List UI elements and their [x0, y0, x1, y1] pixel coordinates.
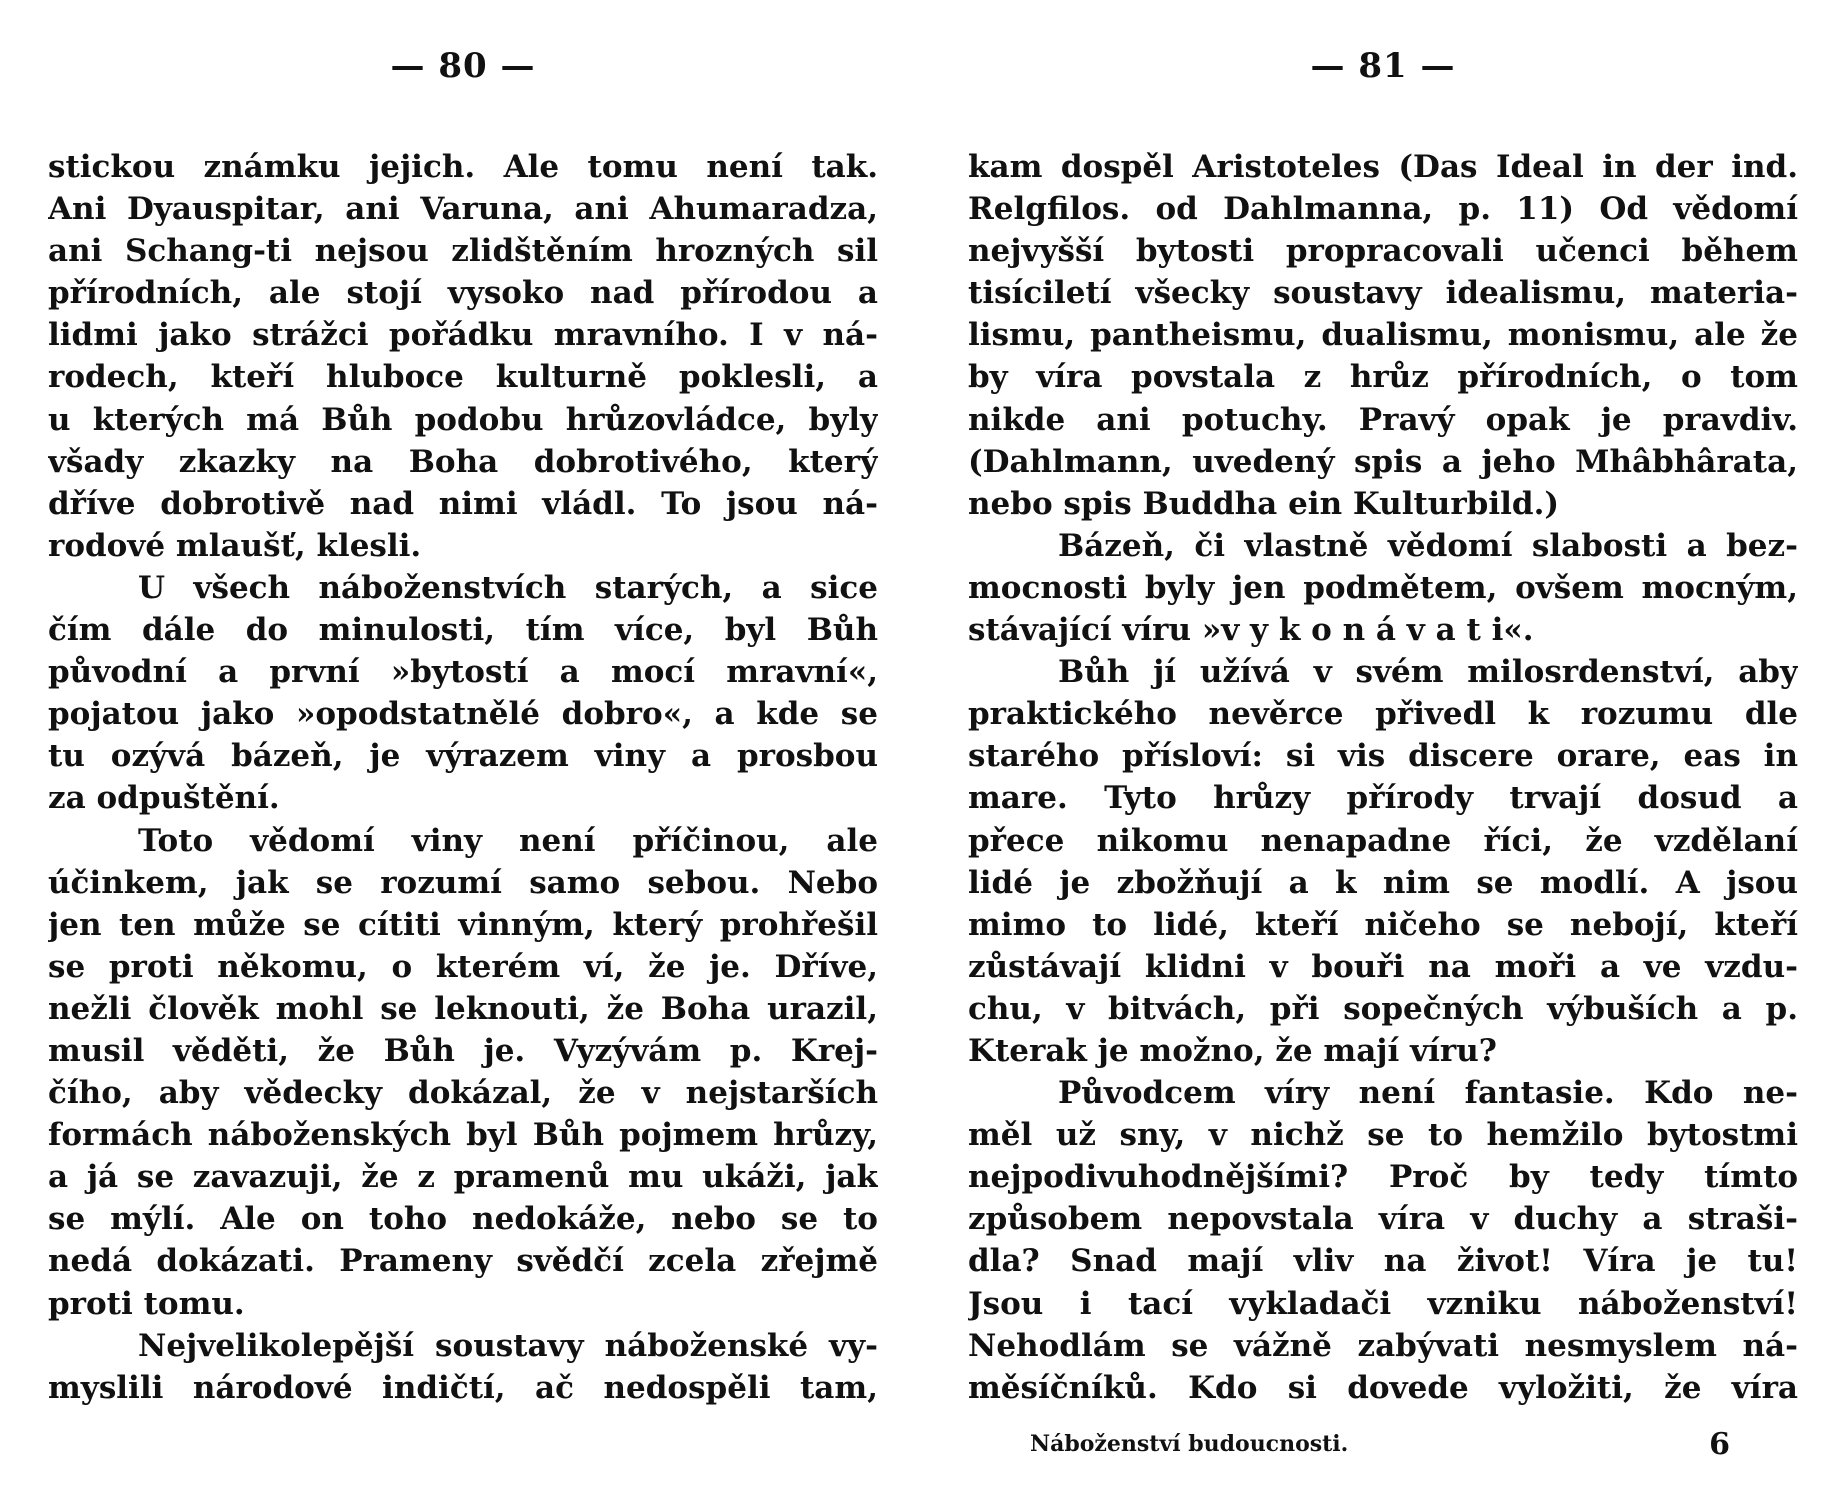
text-line: ani Schang-ti nejsou zlidštěním hrozných sil	[48, 233, 878, 270]
text-line: rodové mlaušť, klesli.	[48, 527, 422, 564]
footer-book-title: Náboženství budoucnosti.	[1030, 1431, 1349, 1457]
text-line: Jsou i tací vykladači vzniku náboženství!	[968, 1285, 1798, 1322]
text-line: Bázeň, či vlastně vědomí slabosti a bez-	[1058, 527, 1798, 564]
page-number-right: — 81 —	[1310, 46, 1456, 86]
text-line: Relgfilos. od Dahlmanna, p. 11) Od vědomí	[968, 191, 1798, 228]
text-line: nejvyšší bytosti propracovali učenci během	[968, 233, 1798, 270]
text-line: se proti někomu, o kterém ví, že je. Dříve,	[48, 948, 878, 985]
text-line: měl už sny, v nichž se to hemžilo bytostmi	[968, 1117, 1798, 1154]
text-line: Původcem víry není fantasie. Kdo ne-	[1058, 1075, 1798, 1112]
text-line: lismu, pantheismu, dualismu, monismu, ale že	[968, 317, 1798, 354]
text-line: nežli člověk mohl se leknouti, že Boha urazil,	[48, 990, 878, 1027]
text-line: mocnosti byly jen podmětem, ovšem mocným,	[968, 569, 1798, 606]
text-line: lidé je zbožňují a k nim se modlí. A jsou	[968, 864, 1798, 901]
page-footer	[1030, 1427, 1730, 1471]
text-line: za odpuštění.	[48, 780, 280, 817]
text-line: zůstávají klidni v bouři na moři a ve vzdu-	[968, 948, 1798, 985]
text-line: lidmi jako strážci pořádku mravního. I v ná-	[48, 317, 878, 354]
text-line: tu ozývá bázeň, je výrazem viny a prosbou	[48, 738, 878, 775]
text-line: mare. Tyto hrůzy přírody trvají dosud a	[968, 780, 1798, 817]
text-line: mimo to lidé, kteří ničeho se nebojí, kteří	[968, 906, 1798, 943]
text-line: kam dospěl Aristoteles (Das Ideal in der ind.	[968, 149, 1798, 185]
text-line: (Dahlmann, uvedený spis a jeho Mhâbhârata,	[968, 443, 1798, 480]
text-line: a já se zavazuji, že z pramenů mu ukáži, jak	[48, 1159, 878, 1196]
text-line: stickou známku jejich. Ale tomu není tak.	[48, 149, 878, 185]
text-line: Nejvelikolepější soustavy náboženské vy-	[138, 1327, 878, 1364]
text-line: U všech náboženstvích starých, a sice	[138, 569, 878, 606]
footer-signature-mark: 6	[1709, 1427, 1730, 1462]
page-number-left: — 80 —	[390, 46, 536, 86]
text-line: Bůh jí užívá v svém milosrdenství, aby	[1058, 654, 1798, 691]
text-line: chu, v bitvách, při sopečných výbuších a p.	[968, 990, 1798, 1027]
text-line: Ani Dyauspitar, ani Varuna, ani Ahumaradza,	[48, 191, 878, 228]
text-line: myslili národové indičtí, ač nedospěli tam,	[48, 1369, 878, 1406]
text-line: přece nikomu nenapadne říci, že vzdělaní	[968, 822, 1798, 859]
text-line: nejpodivuhodnějšími? Proč by tedy tímto	[968, 1159, 1798, 1196]
text-line: čím dále do minulosti, tím více, byl Bůh	[48, 612, 878, 649]
text-line: původní a první »bytostí a mocí mravní«,	[48, 654, 878, 691]
text-line: měsíčníků. Kdo si dovede vyložiti, že víra	[968, 1369, 1798, 1406]
text-line: dla? Snad mají vliv na život! Víra je tu!	[968, 1243, 1798, 1280]
text-line: Kterak je možno, že mají víru?	[968, 1032, 1497, 1069]
text-line: pojatou jako »opodstatnělé dobro«, a kde se	[48, 696, 878, 733]
text-line: všady zkazky na Boha dobrotivého, který	[48, 443, 878, 480]
text-line: jen ten může se cítiti vinným, který prohřešil	[48, 906, 878, 943]
text-line: dříve dobrotivě nad nimi vládl. To jsou ná-	[48, 485, 878, 522]
text-line: musil věděti, že Bůh je. Vyzývám p. Krej-	[48, 1032, 878, 1069]
text-line: nedá dokázati. Prameny svědčí zcela zřejmě	[48, 1243, 878, 1280]
text-line: stávající víru »v y k o n á v a t i«.	[968, 612, 1534, 649]
text-line: proti tomu.	[48, 1285, 245, 1322]
text-line: rodech, kteří hluboce kulturně poklesli, a	[48, 359, 878, 396]
text-line: nebo spis Buddha ein Kulturbild.)	[968, 485, 1560, 522]
text-line: formách náboženských byl Bůh pojmem hrůzy,	[48, 1117, 878, 1154]
text-line: Toto vědomí viny není příčinou, ale	[138, 822, 878, 859]
text-line: praktického nevěrce přivedl k rozumu dle	[968, 696, 1798, 733]
text-line: účinkem, jak se rozumí samo sebou. Nebo	[48, 864, 878, 901]
text-line: by víra povstala z hrůz přírodních, o tom	[968, 359, 1798, 396]
text-line: přírodních, ale stojí vysoko nad přírodou a	[48, 275, 878, 312]
text-line: způsobem nepovstala víra v duchy a straši-	[968, 1201, 1798, 1238]
text-line: tisíciletí všecky soustavy idealismu, materia-	[968, 275, 1798, 312]
text-line: u kterých má Bůh podobu hrůzovládce, byly	[48, 401, 878, 438]
text-line: čího, aby vědecky dokázal, že v nejstarších	[48, 1075, 878, 1112]
text-line: Nehodlám se vážně zabývati nesmyslem ná-	[968, 1327, 1798, 1364]
text-line: starého přísloví: si vis discere orare, eas in	[968, 738, 1798, 775]
left-page-text	[48, 146, 878, 1409]
right-page	[968, 0, 1798, 1500]
left-page	[48, 0, 878, 1500]
text-line: nikde ani potuchy. Pravý opak je pravdiv.	[968, 401, 1798, 438]
right-page-text	[968, 146, 1798, 1409]
text-line: se mýlí. Ale on toho nedokáže, nebo se to	[48, 1201, 878, 1238]
